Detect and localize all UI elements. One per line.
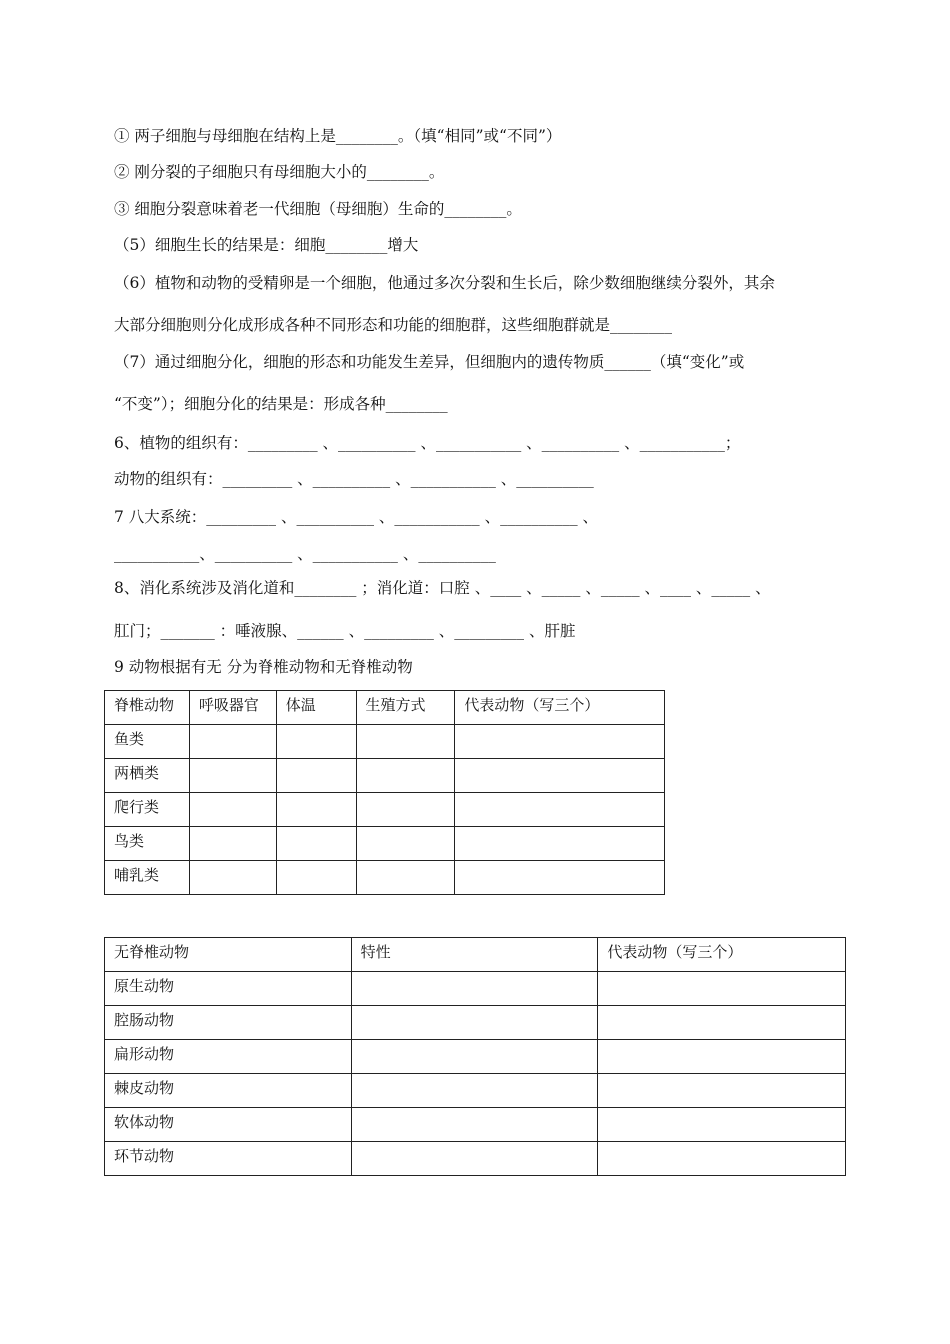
blank-cell[interactable]: [598, 1142, 846, 1176]
row-label: 扁形动物: [105, 1040, 352, 1074]
blank-cell[interactable]: [455, 861, 665, 895]
text-line: ① 两子细胞与母细胞在结构上是________。（填“相同”或“不同”）: [114, 127, 562, 145]
table-row: [105, 725, 665, 759]
blank-cell[interactable]: [598, 1040, 846, 1074]
blank-cell[interactable]: [351, 972, 598, 1006]
vertebrate-table: [104, 690, 665, 895]
header-cell: 呼吸器官: [189, 691, 276, 725]
invertebrate-table: [104, 937, 846, 1176]
row-label: 棘皮动物: [105, 1074, 352, 1108]
row-label: 环节动物: [105, 1142, 352, 1176]
blank-cell[interactable]: [189, 827, 276, 861]
table-row: [105, 1040, 846, 1074]
blank-cell[interactable]: [276, 759, 356, 793]
blank-cell[interactable]: [455, 759, 665, 793]
header-cell: 代表动物（写三个）: [455, 691, 665, 725]
blank-cell[interactable]: [351, 1040, 598, 1074]
table-row: [105, 1006, 846, 1040]
blank-cell[interactable]: [356, 759, 455, 793]
header-cell: 生殖方式: [356, 691, 455, 725]
blank-cell[interactable]: [455, 827, 665, 861]
text-line: ③ 细胞分裂意味着老一代细胞（母细胞）生命的________。: [114, 200, 522, 218]
blank-cell[interactable]: [276, 793, 356, 827]
table-row: [105, 793, 665, 827]
blank-cell[interactable]: [189, 793, 276, 827]
row-label: 腔肠动物: [105, 1006, 352, 1040]
blank-cell[interactable]: [351, 1006, 598, 1040]
text-line: 7 八大系统：_________ 、__________ 、___________ 、__________ 、: [114, 508, 598, 526]
table-header-row: [105, 691, 665, 725]
header-cell: 特性: [351, 938, 598, 972]
blank-cell[interactable]: [598, 1074, 846, 1108]
table-row: [105, 759, 665, 793]
table-row: [105, 861, 665, 895]
row-label: 爬行类: [105, 793, 190, 827]
row-label: 软体动物: [105, 1108, 352, 1142]
blank-cell[interactable]: [598, 972, 846, 1006]
blank-cell[interactable]: [356, 793, 455, 827]
text-line: （7）通过细胞分化，细胞的形态和功能发生差异，但细胞内的遗传物质______（填“变化”或: [114, 353, 745, 371]
blank-cell[interactable]: [356, 861, 455, 895]
row-label: 鸟类: [105, 827, 190, 861]
blank-cell[interactable]: [189, 759, 276, 793]
text-line: ___________、__________ 、___________ 、__________: [114, 545, 496, 563]
text-line: 8、消化系统涉及消化道和________ ；消化道：口腔 、____ 、_____ 、_____ 、____ 、_____ 、: [114, 579, 771, 597]
blank-cell[interactable]: [189, 861, 276, 895]
table-row: [105, 827, 665, 861]
text-line: （5）细胞生长的结果是：细胞________增大: [114, 236, 419, 254]
text-line: 动物的组织有：_________ 、__________ 、___________ 、__________: [114, 470, 594, 488]
table-header-row: [105, 938, 846, 972]
blank-cell[interactable]: [356, 827, 455, 861]
text-line: 大部分细胞则分化成形成各种不同形态和功能的细胞群，这些细胞群就是________: [114, 316, 673, 334]
blank-cell[interactable]: [455, 793, 665, 827]
blank-cell[interactable]: [276, 827, 356, 861]
blank-cell[interactable]: [189, 725, 276, 759]
text-line: （6）植物和动物的受精卵是一个细胞，他通过多次分裂和生长后，除少数细胞继续分裂外，其余: [114, 274, 775, 292]
text-line: ② 刚分裂的子细胞只有母细胞大小的________。: [114, 163, 445, 181]
table-row: [105, 1108, 846, 1142]
row-label: 哺乳类: [105, 861, 190, 895]
table-row: [105, 1142, 846, 1176]
header-cell: 体温: [276, 691, 356, 725]
row-label: 两栖类: [105, 759, 190, 793]
blank-cell[interactable]: [276, 725, 356, 759]
table-row: [105, 972, 846, 1006]
row-label: 原生动物: [105, 972, 352, 1006]
blank-cell[interactable]: [455, 725, 665, 759]
text-line: 6、植物的组织有：_________ 、__________ 、___________ 、__________ 、___________；: [114, 434, 741, 452]
row-label: 鱼类: [105, 725, 190, 759]
header-cell: 无脊椎动物: [105, 938, 352, 972]
blank-cell[interactable]: [598, 1006, 846, 1040]
header-cell: 脊椎动物: [105, 691, 190, 725]
text-line: 9 动物根据有无 分为脊椎动物和无脊椎动物: [114, 658, 413, 676]
table-row: [105, 1074, 846, 1108]
blank-cell[interactable]: [276, 861, 356, 895]
blank-cell[interactable]: [351, 1108, 598, 1142]
text-line: “不变”）；细胞分化的结果是：形成各种________: [114, 395, 448, 413]
text-line: 肛门；_______ ：唾液腺、______ 、_________ 、_________ 、肝脏: [114, 622, 576, 640]
header-cell: 代表动物（写三个）: [598, 938, 846, 972]
blank-cell[interactable]: [356, 725, 455, 759]
blank-cell[interactable]: [351, 1074, 598, 1108]
blank-cell[interactable]: [351, 1142, 598, 1176]
blank-cell[interactable]: [598, 1108, 846, 1142]
